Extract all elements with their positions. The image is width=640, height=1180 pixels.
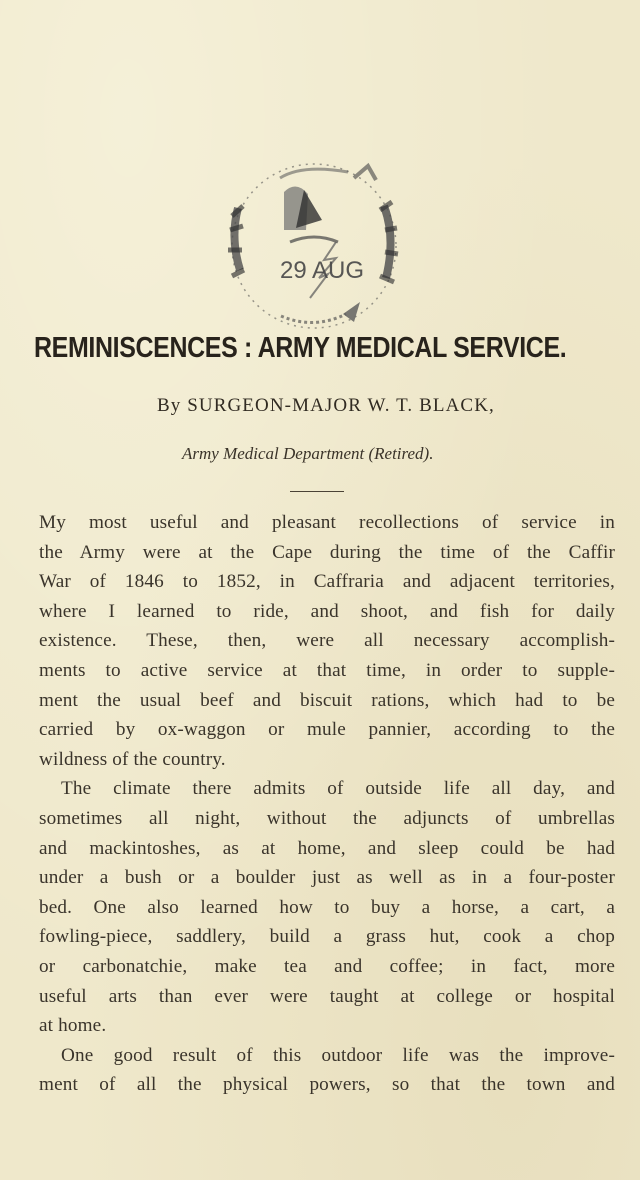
body-line: War of 1846 to 1852, in Caffraria and adjacent territories, bbox=[39, 571, 615, 593]
library-stamp-graphic bbox=[198, 138, 428, 358]
body-line: and mackintoshes, as at home, and sleep could be had bbox=[39, 837, 615, 859]
body-line: My most useful and pleasant recollections of service in bbox=[39, 512, 615, 533]
author-affiliation: Army Medical Department (Retired). bbox=[182, 444, 434, 463]
body-line: fowling-piece, saddlery, build a grass hut, cook a chop bbox=[39, 926, 615, 948]
body-line: or carbonatchie, make tea and coffee; in fact, more bbox=[39, 955, 615, 977]
library-stamp bbox=[198, 138, 428, 358]
article-title: REMINISCENCES : ARMY MEDICAL SERVICE. bbox=[34, 332, 567, 364]
body-line: sometimes all night, without the adjuncts of umbrellas bbox=[39, 807, 615, 829]
body-line: useful arts than ever were taught at college or hospital bbox=[39, 985, 615, 1007]
body-line: ment of all the physical powers, so that the town and bbox=[39, 1074, 615, 1096]
author-byline: By SURGEON-MAJOR W. T. BLACK, bbox=[157, 395, 495, 416]
body-line: bed. One also learned how to buy a horse, a cart, a bbox=[39, 896, 615, 918]
body-line: ment the usual beef and biscuit rations, which had to be bbox=[39, 689, 615, 711]
article-body bbox=[39, 508, 615, 1100]
stamp-date: 29 AUG bbox=[280, 257, 365, 284]
body-line: One good result of this outdoor life was the improve- bbox=[61, 1044, 615, 1066]
body-line: where I learned to ride, and shoot, and fish for daily bbox=[39, 600, 615, 622]
body-line: ments to active service at that time, in order to supple- bbox=[39, 659, 615, 681]
body-line: under a bush or a boulder just as well as in a four-poster bbox=[39, 867, 615, 889]
body-line: existence. These, then, were all necessary accomplish- bbox=[39, 630, 615, 652]
body-line: wildness of the country. bbox=[39, 748, 226, 770]
body-line: the Army were at the Cape during the time of the Caffir bbox=[39, 541, 615, 563]
body-line: at home. bbox=[39, 1015, 107, 1037]
section-divider bbox=[290, 491, 344, 492]
body-line: The climate there admits of outside life all day, and bbox=[61, 778, 615, 800]
body-line: carried by ox-waggon or mule pannier, according to the bbox=[39, 719, 615, 741]
